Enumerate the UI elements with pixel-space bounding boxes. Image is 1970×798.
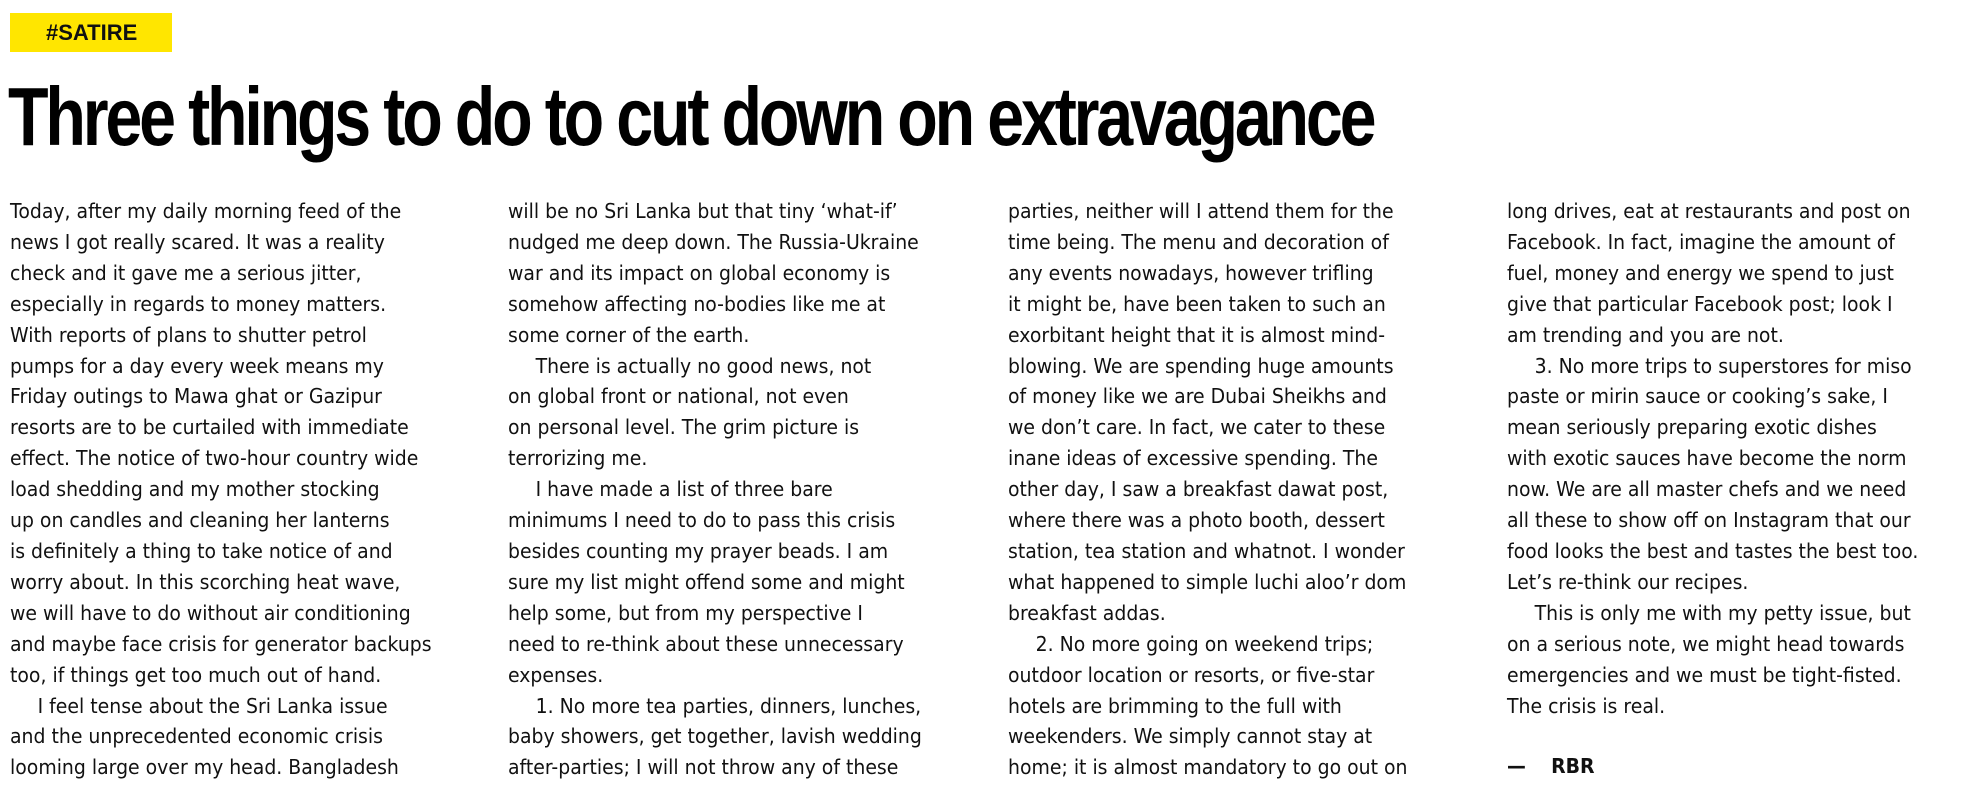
paragraph: 2. No more going on weekend trips; outdoor location or resorts, or five-star hotels are brimming to the full with weekenders. We simply cannot stay at home; it is almost mandatory to go out on	[1008, 631, 1408, 780]
paragraph: 1. No more tea parties, dinners, lunches, baby showers, get together, lavish wedding after-parties; I will not throw any of these	[508, 693, 922, 780]
article-column-3	[1008, 196, 1440, 783]
paragraph: 3. No more trips to superstores for miso paste or mirin sauce or cooking’s sake, I mean seriously preparing exotic dishes with exotic sauces have become the norm now. We are all master chefs and we need all these to show off on Instagram that our food looks the best and tastes the best too. Let’s re-think our recipes.	[1507, 353, 1919, 594]
byline-dash: —	[1507, 754, 1526, 779]
article-column-4	[1507, 196, 1939, 782]
satire-tag: #SATIRE	[10, 13, 172, 52]
author-initials: RBR	[1551, 754, 1595, 779]
paragraph: I feel tense about the Sri Lanka issue and the unprecedented economic crisis looming large over my head. Bangladesh	[10, 693, 399, 780]
paragraph: This is only me with my petty issue, but on a serious note, we might head towards emergencies and we must be tight-fisted. The crisis is real.	[1507, 600, 1911, 718]
headline: Three things to do to cut down on extravagance	[8, 70, 1374, 163]
paragraph: parties, neither will I attend them for the time being. The menu and decoration of any events nowadays, however trifling it might be, have been taken to such an exorbitant height that it is almost mind- blowing. We are spending huge amounts of money like we are Dubai Sheikhs and we don’t care. In fact, we cater to these inane ideas of excessive spending. The other day, I saw a breakfast dawat post, where there was a photo booth, dessert station, tea station and whatnot. I wonder what happened to simple luchi aloo’r dom breakfast addas.	[1008, 199, 1407, 625]
paragraph: will be no Sri Lanka but that tiny ‘what-if’ nudged me deep down. The Russia-Ukraine war and its impact on global economy is somehow affecting no-bodies like me at some corner of the earth.	[508, 199, 919, 347]
article-column-1	[10, 196, 442, 783]
paragraph: There is actually no good news, not on global front or national, not even on personal level. The grim picture is terrorizing me.	[508, 353, 872, 471]
paragraph: Today, after my daily morning feed of the news I got really scared. It was a reality check and it gave me a serious jitter, especially in regards to money matters. With reports of plans to shutter petrol pumps for a day every week means my Friday outings to Mawa ghat or Gazipur resorts are to be curtailed with immediate effect. The notice of two-hour country wide load shedding and my mother stocking up on candles and cleaning her lanterns is definitely a thing to take notice of and worry about. In this scorching heat wave, we will have to do without air conditioning and maybe face crisis for generator backups too, if things get too much out of hand.	[10, 199, 432, 687]
article-column-2	[508, 196, 940, 783]
paragraph: I have made a list of three bare minimums I need to do to pass this crisis besides counting my prayer beads. I am sure my list might offend some and might help some, but from my perspective I need to re-think about these unnecessary expenses.	[508, 477, 905, 687]
byline	[1507, 751, 1939, 782]
paragraph: long drives, eat at restaurants and post on Facebook. In fact, imagine the amount of fuel, money and energy we spend to just give that particular Facebook post; look I am trending and you are not.	[1507, 199, 1911, 347]
